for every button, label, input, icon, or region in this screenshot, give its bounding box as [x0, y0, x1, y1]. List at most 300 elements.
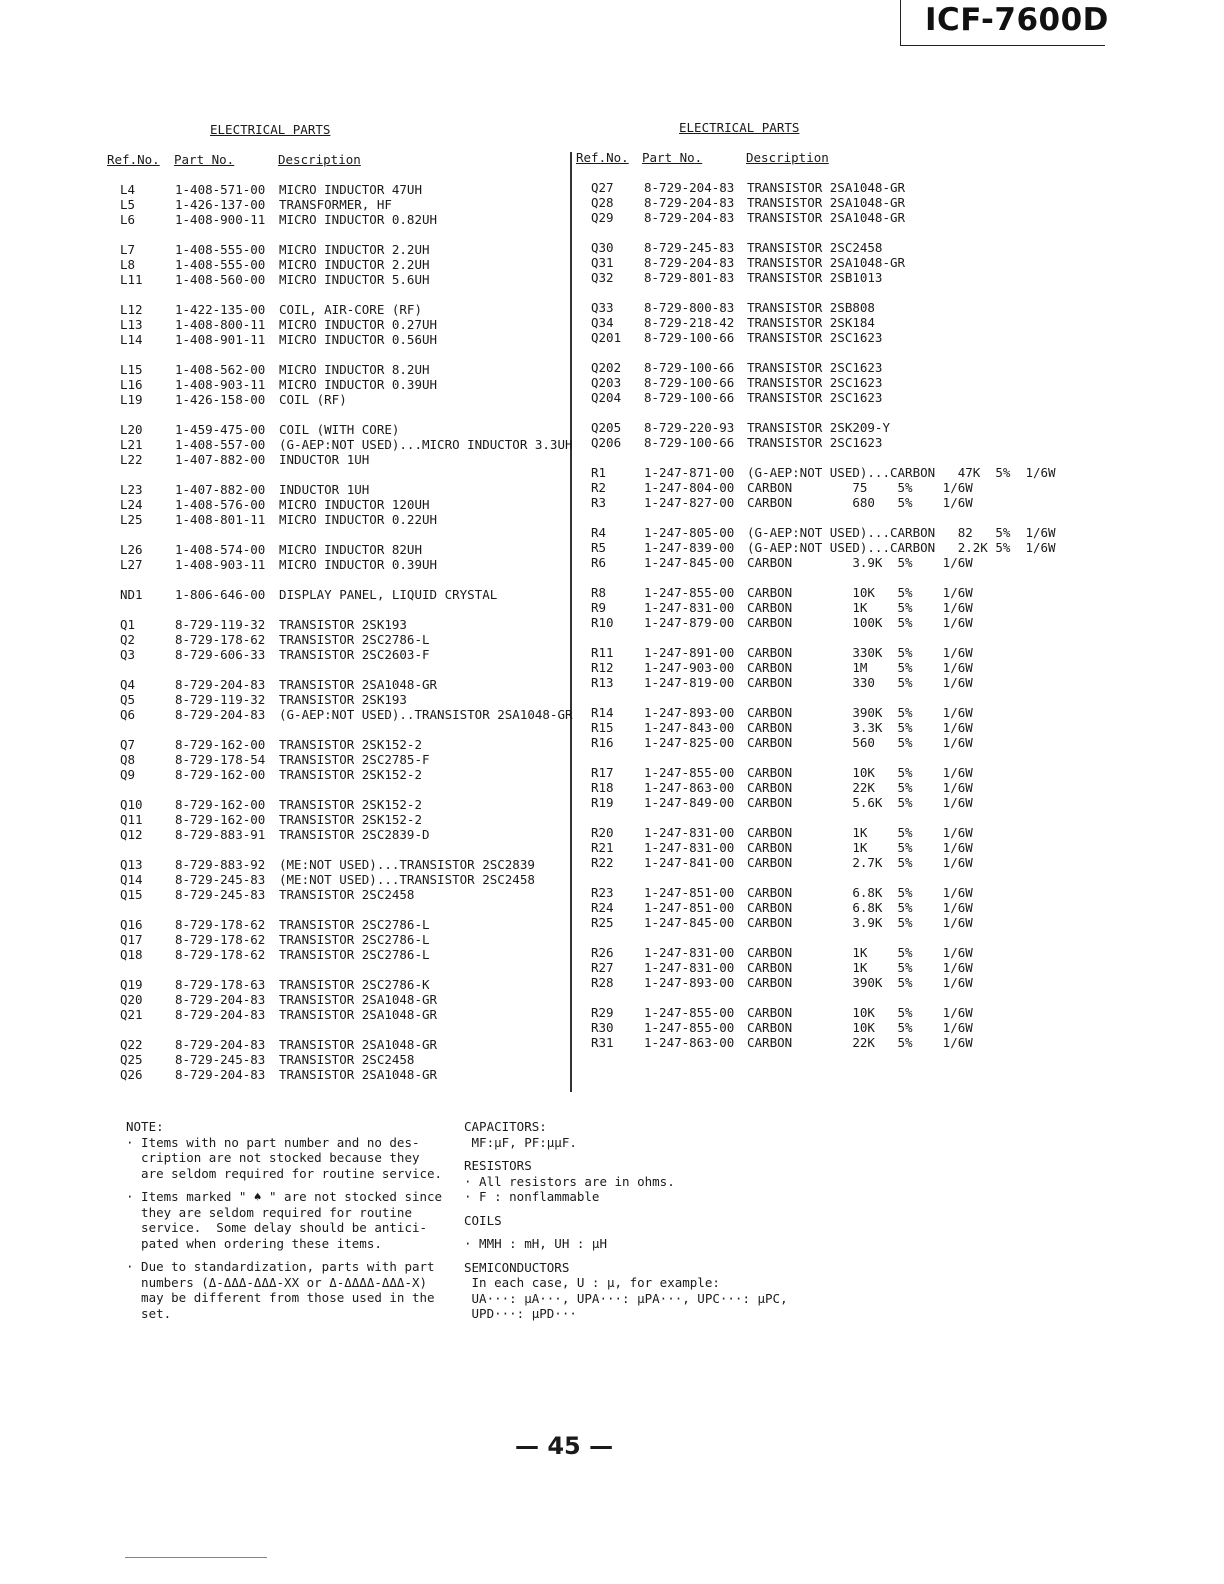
part-desc: TRANSISTOR 2SC2839-D	[279, 827, 430, 842]
part-part: 8-729-162-00	[175, 812, 266, 827]
note-line: NOTE:	[126, 1119, 164, 1134]
note-line	[126, 1251, 442, 1259]
part-ref: Q201	[591, 330, 622, 345]
part-part: 1-407-882-00	[175, 482, 266, 497]
part-part: 1-247-819-00	[644, 675, 735, 690]
part-part: 8-729-883-91	[175, 827, 266, 842]
part-part: 1-408-560-00	[175, 272, 266, 287]
part-part: 1-247-893-00	[644, 975, 735, 990]
part-ref: Q1	[120, 617, 136, 632]
part-ref: L20	[120, 422, 143, 437]
part-desc: TRANSISTOR 2SK152-2	[279, 767, 422, 782]
part-desc: CARBON 3.9K 5% 1/6W	[747, 915, 973, 930]
part-ref: Q205	[591, 420, 622, 435]
part-desc: MICRO INDUCTOR 0.82UH	[279, 212, 438, 227]
part-part: 1-247-893-00	[644, 705, 735, 720]
part-part: 1-408-800-11	[175, 317, 266, 332]
part-part: 1-459-475-00	[175, 422, 266, 437]
part-ref: L4	[120, 182, 136, 197]
part-ref: Q8	[120, 752, 136, 767]
part-desc: CARBON 10K 5% 1/6W	[747, 1005, 973, 1020]
part-ref: Q3	[120, 647, 136, 662]
part-desc: TRANSISTOR 2SA1048-GR	[747, 255, 906, 270]
part-desc: MICRO INDUCTOR 0.56UH	[279, 332, 438, 347]
part-desc: TRANSISTOR 2SC2786-L	[279, 917, 430, 932]
part-ref: Q28	[591, 195, 614, 210]
header-desc-right: Description	[746, 150, 829, 165]
part-desc: TRANSISTOR 2SK209-Y	[747, 420, 890, 435]
part-desc: TRANSISTOR 2SC1623	[747, 330, 883, 345]
page-number: — 45 —	[515, 1432, 614, 1460]
part-part: 1-247-891-00	[644, 645, 735, 660]
part-part: 8-729-801-83	[644, 270, 735, 285]
part-desc: TRANSISTOR 2SC2786-L	[279, 932, 430, 947]
part-part: 8-729-606-33	[175, 647, 266, 662]
header-ref-right: Ref.No.	[576, 150, 629, 165]
part-part: 1-247-827-00	[644, 495, 735, 510]
part-desc: TRANSISTOR 2SA1048-GR	[279, 1037, 438, 1052]
part-part: 1-247-831-00	[644, 960, 735, 975]
part-desc: MICRO INDUCTOR 0.27UH	[279, 317, 438, 332]
part-desc: CARBON 1K 5% 1/6W	[747, 960, 973, 975]
part-part: 8-729-119-32	[175, 617, 266, 632]
part-desc: CARBON 2.7K 5% 1/6W	[747, 855, 973, 870]
part-desc: TRANSISTOR 2SK193	[279, 692, 407, 707]
part-part: 1-408-576-00	[175, 497, 266, 512]
part-ref: R25	[591, 915, 614, 930]
part-part: 1-247-831-00	[644, 825, 735, 840]
part-desc: TRANSISTOR 2SK184	[747, 315, 875, 330]
part-desc: TRANSISTOR 2SC2603-F	[279, 647, 430, 662]
part-ref: Q4	[120, 677, 136, 692]
part-desc: CARBON 680 5% 1/6W	[747, 495, 973, 510]
part-ref: R26	[591, 945, 614, 960]
part-desc: TRANSISTOR 2SC2458	[747, 240, 883, 255]
part-part: 1-247-831-00	[644, 600, 735, 615]
part-ref: Q13	[120, 857, 143, 872]
part-part: 1-407-882-00	[175, 452, 266, 467]
part-part: 8-729-245-83	[175, 872, 266, 887]
part-ref: R28	[591, 975, 614, 990]
part-part: 1-426-158-00	[175, 392, 266, 407]
part-ref: R13	[591, 675, 614, 690]
part-ref: Q26	[120, 1067, 143, 1082]
note-line: · All resistors are in ohms.	[464, 1173, 675, 1189]
part-part: 8-729-119-32	[175, 692, 266, 707]
part-ref: Q16	[120, 917, 143, 932]
part-desc: (G-AEP:NOT USED)..TRANSISTOR 2SA1048-GR	[279, 707, 573, 722]
part-ref: Q17	[120, 932, 143, 947]
note-line	[464, 1228, 788, 1236]
part-desc: TRANSISTOR 2SA1048-GR	[279, 677, 438, 692]
part-part: 1-247-903-00	[644, 660, 735, 675]
part-part: 8-729-204-83	[644, 255, 735, 270]
part-desc: CARBON 6.8K 5% 1/6W	[747, 885, 973, 900]
part-ref: Q34	[591, 315, 614, 330]
part-part: 8-729-100-66	[644, 360, 735, 375]
part-desc: TRANSISTOR 2SC2458	[279, 887, 415, 902]
part-ref: L11	[120, 272, 143, 287]
footer-line	[125, 1557, 267, 1558]
part-part: 8-729-204-83	[175, 677, 266, 692]
part-part: 8-729-178-62	[175, 632, 266, 647]
note-line: UA···: μA···, UPA···: μPA···, UPC···: μPC,	[464, 1290, 788, 1306]
header-desc-left: Description	[278, 152, 361, 167]
part-part: 8-729-245-83	[644, 240, 735, 255]
part-desc: CARBON 22K 5% 1/6W	[747, 1035, 973, 1050]
part-part: 8-729-220-93	[644, 420, 735, 435]
part-part: 1-247-845-00	[644, 915, 735, 930]
part-part: 1-247-855-00	[644, 765, 735, 780]
part-desc: TRANSISTOR 2SB1013	[747, 270, 883, 285]
part-part: 8-729-162-00	[175, 767, 266, 782]
part-desc: TRANSISTOR 2SC1623	[747, 435, 883, 450]
section-title-right: ELECTRICAL PARTS	[679, 120, 800, 135]
part-part: 1-408-562-00	[175, 362, 266, 377]
part-part: 1-247-839-00	[644, 540, 735, 555]
part-desc: (G-AEP:NOT USED)...CARBON 82 5% 1/6W	[747, 525, 1056, 540]
part-desc: MICRO INDUCTOR 2.2UH	[279, 257, 430, 272]
part-part: 1-426-137-00	[175, 197, 266, 212]
part-part: 1-408-557-00	[175, 437, 266, 452]
part-ref: L7	[120, 242, 136, 257]
part-part: 1-247-831-00	[644, 840, 735, 855]
part-part: 1-408-555-00	[175, 257, 266, 272]
part-ref: L6	[120, 212, 136, 227]
part-part: 8-729-100-66	[644, 390, 735, 405]
part-desc: TRANSISTOR 2SK152-2	[279, 737, 422, 752]
note-line: SEMICONDUCTORS	[464, 1259, 570, 1275]
note-line: pated when ordering these items.	[126, 1235, 382, 1251]
note-line: MF:μF, PF:μμF.	[464, 1134, 577, 1150]
column-divider	[570, 152, 572, 1092]
note-line: numbers (Δ-ΔΔΔ-ΔΔΔ-XX or Δ-ΔΔΔΔ-ΔΔΔ-X)	[126, 1274, 428, 1290]
part-desc: TRANSISTOR 2SA1048-GR	[279, 1007, 438, 1022]
part-ref: L5	[120, 197, 136, 212]
part-desc: TRANSISTOR 2SA1048-GR	[747, 195, 906, 210]
part-ref: R2	[591, 480, 607, 495]
part-ref: Q18	[120, 947, 143, 962]
part-desc: CARBON 3.9K 5% 1/6W	[747, 555, 973, 570]
part-desc: CARBON 10K 5% 1/6W	[747, 1020, 973, 1035]
part-part: 1-408-801-11	[175, 512, 266, 527]
part-desc: INDUCTOR 1UH	[279, 482, 370, 497]
part-ref: R8	[591, 585, 607, 600]
note-line	[464, 1252, 788, 1260]
note-line	[464, 1150, 788, 1158]
part-ref: L22	[120, 452, 143, 467]
part-ref: Q19	[120, 977, 143, 992]
part-desc: TRANSISTOR 2SK193	[279, 617, 407, 632]
part-ref: R11	[591, 645, 614, 660]
part-ref: R18	[591, 780, 614, 795]
part-ref: R23	[591, 885, 614, 900]
part-ref: Q203	[591, 375, 622, 390]
part-ref: R9	[591, 600, 607, 615]
part-part: 8-729-100-66	[644, 330, 735, 345]
part-part: 1-408-901-11	[175, 332, 266, 347]
part-desc: CARBON 1K 5% 1/6W	[747, 825, 973, 840]
part-ref: R12	[591, 660, 614, 675]
note-line: · Items with no part number and no des-	[126, 1134, 420, 1150]
part-desc: TRANSISTOR 2SA1048-GR	[279, 992, 438, 1007]
part-part: 1-408-574-00	[175, 542, 266, 557]
part-ref: R20	[591, 825, 614, 840]
part-ref: ND1	[120, 587, 143, 602]
part-desc: TRANSISTOR 2SB808	[747, 300, 875, 315]
part-ref: R15	[591, 720, 614, 735]
part-ref: Q32	[591, 270, 614, 285]
part-desc: TRANSISTOR 2SC2786-L	[279, 947, 430, 962]
part-desc: MICRO INDUCTOR 8.2UH	[279, 362, 430, 377]
part-desc: CARBON 22K 5% 1/6W	[747, 780, 973, 795]
note-line: may be different from those used in the	[126, 1290, 435, 1305]
part-desc: TRANSFORMER, HF	[279, 197, 392, 212]
note-line: · MMH : mH, UH : μH	[464, 1236, 607, 1251]
part-desc: TRANSISTOR 2SC2458	[279, 1052, 415, 1067]
part-desc: TRANSISTOR 2SK152-2	[279, 797, 422, 812]
part-part: 8-729-800-83	[644, 300, 735, 315]
part-desc: CARBON 100K 5% 1/6W	[747, 615, 973, 630]
part-ref: L27	[120, 557, 143, 572]
part-desc: COIL (WITH CORE)	[279, 422, 400, 437]
note-line: service. Some delay should be antici-	[126, 1220, 428, 1235]
part-desc: (G-AEP:NOT USED)...CARBON 2.2K 5% 1/6W	[747, 540, 1056, 555]
part-desc: TRANSISTOR 2SC2786-L	[279, 632, 430, 647]
note-line: set.	[126, 1305, 172, 1321]
part-part: 1-247-851-00	[644, 900, 735, 915]
part-part: 8-729-100-66	[644, 435, 735, 450]
part-ref: Q29	[591, 210, 614, 225]
part-part: 8-729-245-83	[175, 1052, 266, 1067]
part-part: 8-729-204-83	[175, 1007, 266, 1022]
part-part: 8-729-218-42	[644, 315, 735, 330]
part-ref: Q7	[120, 737, 136, 752]
section-title-left: ELECTRICAL PARTS	[210, 122, 331, 137]
part-ref: Q33	[591, 300, 614, 315]
part-part: 1-247-845-00	[644, 555, 735, 570]
part-ref: Q30	[591, 240, 614, 255]
part-part: 8-729-883-92	[175, 857, 266, 872]
part-desc: (G-AEP:NOT USED)...CARBON 47K 5% 1/6W	[747, 465, 1056, 480]
part-desc: TRANSISTOR 2SC2785-F	[279, 752, 430, 767]
part-part: 8-729-204-83	[644, 180, 735, 195]
part-desc: TRANSISTOR 2SC2786-K	[279, 977, 430, 992]
part-ref: R24	[591, 900, 614, 915]
note-line: · Items marked " ♠ " are not stocked since	[126, 1189, 443, 1204]
part-desc: INDUCTOR 1UH	[279, 452, 370, 467]
part-desc: CARBON 390K 5% 1/6W	[747, 975, 973, 990]
part-part: 8-729-204-83	[175, 1037, 266, 1052]
part-desc: (ME:NOT USED)...TRANSISTOR 2SC2839	[279, 857, 535, 872]
part-ref: R21	[591, 840, 614, 855]
note-line: · Due to standardization, parts with part	[126, 1259, 435, 1274]
part-desc: CARBON 1K 5% 1/6W	[747, 600, 973, 615]
part-desc: CARBON 1K 5% 1/6W	[747, 945, 973, 960]
part-ref: L25	[120, 512, 143, 527]
note-line: are seldom required for routine service.	[126, 1165, 443, 1181]
part-ref: Q20	[120, 992, 143, 1007]
part-part: 1-247-843-00	[644, 720, 735, 735]
part-part: 1-247-863-00	[644, 1035, 735, 1050]
note-line: · F : nonflammable	[464, 1189, 600, 1204]
part-ref: R3	[591, 495, 607, 510]
part-desc: CARBON 390K 5% 1/6W	[747, 705, 973, 720]
part-part: 1-408-571-00	[175, 182, 266, 197]
part-desc: CARBON 330 5% 1/6W	[747, 675, 973, 690]
part-ref: Q204	[591, 390, 622, 405]
part-desc: (G-AEP:NOT USED)...MICRO INDUCTOR 3.3UH	[279, 437, 573, 452]
part-ref: L19	[120, 392, 143, 407]
notes-left	[126, 1119, 442, 1321]
part-ref: Q14	[120, 872, 143, 887]
part-ref: R4	[591, 525, 607, 540]
part-ref: L24	[120, 497, 143, 512]
part-desc: TRANSISTOR 2SK152-2	[279, 812, 422, 827]
part-desc: MICRO INDUCTOR 0.22UH	[279, 512, 438, 527]
part-ref: R14	[591, 705, 614, 720]
part-desc: CARBON 75 5% 1/6W	[747, 480, 973, 495]
part-part: 1-247-804-00	[644, 480, 735, 495]
part-ref: L14	[120, 332, 143, 347]
part-desc: CARBON 560 5% 1/6W	[747, 735, 973, 750]
part-ref: R31	[591, 1035, 614, 1050]
notes-right	[464, 1119, 788, 1322]
part-ref: Q31	[591, 255, 614, 270]
part-part: 8-729-204-83	[175, 1067, 266, 1082]
part-part: 8-729-204-83	[644, 210, 735, 225]
part-desc: CARBON 1K 5% 1/6W	[747, 840, 973, 855]
part-desc: TRANSISTOR 2SC1623	[747, 375, 883, 390]
part-part: 1-247-831-00	[644, 945, 735, 960]
part-ref: R30	[591, 1020, 614, 1035]
part-part: 8-729-178-62	[175, 947, 266, 962]
note-line: RESISTORS	[464, 1158, 532, 1173]
part-desc: CARBON 10K 5% 1/6W	[747, 765, 973, 780]
part-desc: CARBON 330K 5% 1/6W	[747, 645, 973, 660]
part-ref: Q15	[120, 887, 143, 902]
part-part: 1-247-855-00	[644, 1005, 735, 1020]
part-part: 1-247-805-00	[644, 525, 735, 540]
part-ref: Q22	[120, 1037, 143, 1052]
note-line	[464, 1205, 788, 1213]
part-part: 1-247-841-00	[644, 855, 735, 870]
part-ref: Q202	[591, 360, 622, 375]
part-ref: L15	[120, 362, 143, 377]
note-line: COILS	[464, 1212, 502, 1228]
part-desc: MICRO INDUCTOR 0.39UH	[279, 557, 438, 572]
part-part: 1-806-646-00	[175, 587, 266, 602]
part-part: 8-729-162-00	[175, 737, 266, 752]
part-part: 8-729-178-62	[175, 932, 266, 947]
note-line: UPD···: μPD···	[464, 1306, 577, 1321]
part-part: 1-247-871-00	[644, 465, 735, 480]
part-desc: MICRO INDUCTOR 120UH	[279, 497, 430, 512]
part-part: 1-247-849-00	[644, 795, 735, 810]
part-desc: DISPLAY PANEL, LIQUID CRYSTAL	[279, 587, 498, 602]
part-ref: Q206	[591, 435, 622, 450]
part-ref: L16	[120, 377, 143, 392]
part-ref: Q10	[120, 797, 143, 812]
part-desc: TRANSISTOR 2SA1048-GR	[747, 210, 906, 225]
part-part: 1-247-879-00	[644, 615, 735, 630]
part-ref: R1	[591, 465, 607, 480]
part-part: 1-408-900-11	[175, 212, 266, 227]
part-ref: R10	[591, 615, 614, 630]
part-ref: Q21	[120, 1007, 143, 1022]
part-part: 1-422-135-00	[175, 302, 266, 317]
part-ref: L12	[120, 302, 143, 317]
part-desc: CARBON 3.3K 5% 1/6W	[747, 720, 973, 735]
part-ref: R17	[591, 765, 614, 780]
header-part-left: Part No.	[174, 152, 235, 167]
part-part: 8-729-178-62	[175, 917, 266, 932]
part-desc: CARBON 1M 5% 1/6W	[747, 660, 973, 675]
part-desc: (ME:NOT USED)...TRANSISTOR 2SC2458	[279, 872, 535, 887]
part-ref: Q12	[120, 827, 143, 842]
part-ref: L13	[120, 317, 143, 332]
part-part: 8-729-245-83	[175, 887, 266, 902]
part-desc: MICRO INDUCTOR 82UH	[279, 542, 422, 557]
part-ref: L21	[120, 437, 143, 452]
header-ref-left: Ref.No.	[107, 152, 160, 167]
note-line: In each case, U : μ, for example:	[464, 1275, 720, 1290]
part-ref: L23	[120, 482, 143, 497]
part-part: 1-247-855-00	[644, 1020, 735, 1035]
part-part: 1-247-855-00	[644, 585, 735, 600]
part-part: 8-729-204-83	[175, 707, 266, 722]
part-ref: Q5	[120, 692, 136, 707]
part-part: 8-729-178-63	[175, 977, 266, 992]
part-part: 1-408-903-11	[175, 377, 266, 392]
part-desc: MICRO INDUCTOR 0.39UH	[279, 377, 438, 392]
part-desc: MICRO INDUCTOR 2.2UH	[279, 242, 430, 257]
part-desc: TRANSISTOR 2SC1623	[747, 360, 883, 375]
part-desc: TRANSISTOR 2SC1623	[747, 390, 883, 405]
part-ref: L8	[120, 257, 136, 272]
part-ref: Q9	[120, 767, 136, 782]
part-desc: TRANSISTOR 2SA1048-GR	[279, 1067, 438, 1082]
note-line: cription are not stocked because they	[126, 1150, 420, 1165]
part-ref: Q6	[120, 707, 136, 722]
model-title: ICF-7600D	[925, 2, 1109, 38]
part-part: 8-729-100-66	[644, 375, 735, 390]
part-part: 1-247-863-00	[644, 780, 735, 795]
part-desc: TRANSISTOR 2SA1048-GR	[747, 180, 906, 195]
note-line: they are seldom required for routine	[126, 1204, 412, 1220]
note-line: CAPACITORS:	[464, 1119, 547, 1134]
part-desc: COIL, AIR-CORE (RF)	[279, 302, 422, 317]
part-ref: L26	[120, 542, 143, 557]
part-desc: MICRO INDUCTOR 47UH	[279, 182, 422, 197]
part-ref: R27	[591, 960, 614, 975]
part-desc: COIL (RF)	[279, 392, 347, 407]
part-desc: CARBON 5.6K 5% 1/6W	[747, 795, 973, 810]
part-ref: R29	[591, 1005, 614, 1020]
part-part: 8-729-162-00	[175, 797, 266, 812]
part-desc: MICRO INDUCTOR 5.6UH	[279, 272, 430, 287]
part-part: 1-408-555-00	[175, 242, 266, 257]
part-ref: Q11	[120, 812, 143, 827]
header-part-right: Part No.	[642, 150, 703, 165]
part-ref: R16	[591, 735, 614, 750]
part-desc: CARBON 6.8K 5% 1/6W	[747, 900, 973, 915]
part-part: 1-247-851-00	[644, 885, 735, 900]
part-ref: Q25	[120, 1052, 143, 1067]
part-ref: R5	[591, 540, 607, 555]
part-part: 8-729-178-54	[175, 752, 266, 767]
part-part: 8-729-204-83	[644, 195, 735, 210]
